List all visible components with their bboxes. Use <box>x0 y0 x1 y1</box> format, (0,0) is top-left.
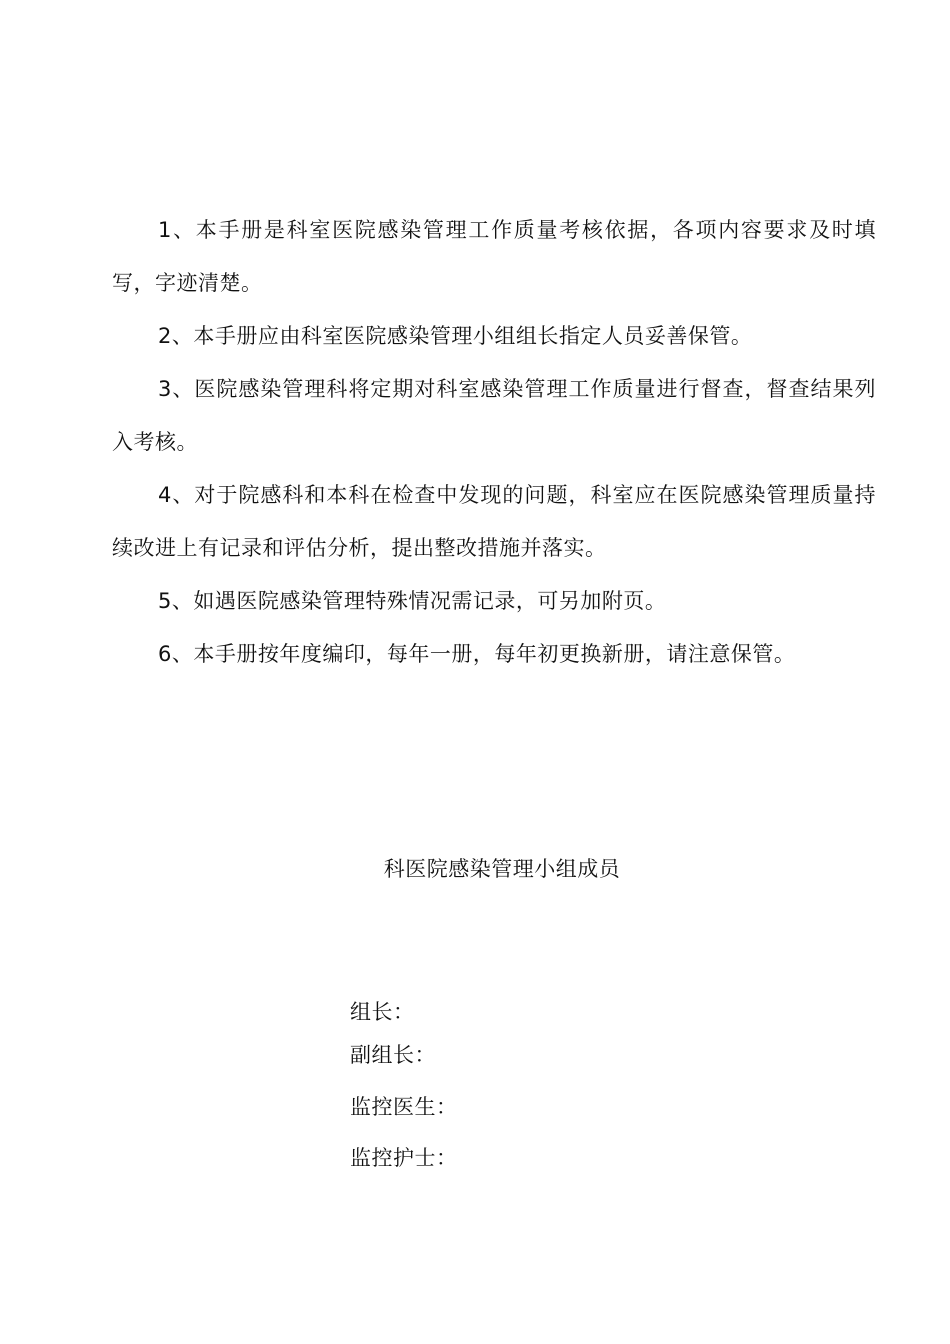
role-leader: 组长： <box>350 1000 415 1024</box>
team-roles-list <box>350 1000 458 1170</box>
instructions-list <box>112 204 876 681</box>
role-deputy-leader: 副组长： <box>350 1043 436 1067</box>
instruction-item-6: 6、本手册按年度编印，每年一册，每年初更换新册，请注意保管。 <box>158 642 796 666</box>
instruction-item-4: 4、对于院感科和本科在检查中发现的问题，科室应在医院感染管理质量持续改进上有记录和评估分析，提出整改措施并落实。 <box>112 483 876 560</box>
instruction-item-1: 1、本手册是科室医院感染管理工作质量考核依据，各项内容要求及时填写，字迹清楚。 <box>112 218 876 295</box>
instruction-item-3: 3、医院感染管理科将定期对科室感染管理工作质量进行督查，督查结果列入考核。 <box>112 377 876 454</box>
team-section-title: 科医院感染管理小组成员 <box>383 857 621 881</box>
instruction-item-2: 2、本手册应由科室医院感染管理小组组长指定人员妥善保管。 <box>158 324 753 348</box>
role-monitoring-doctor: 监控医生： <box>350 1095 458 1119</box>
instruction-item-5: 5、如遇医院感染管理特殊情况需记录，可另加附页。 <box>158 589 667 613</box>
role-monitoring-nurse: 监控护士： <box>350 1146 458 1170</box>
